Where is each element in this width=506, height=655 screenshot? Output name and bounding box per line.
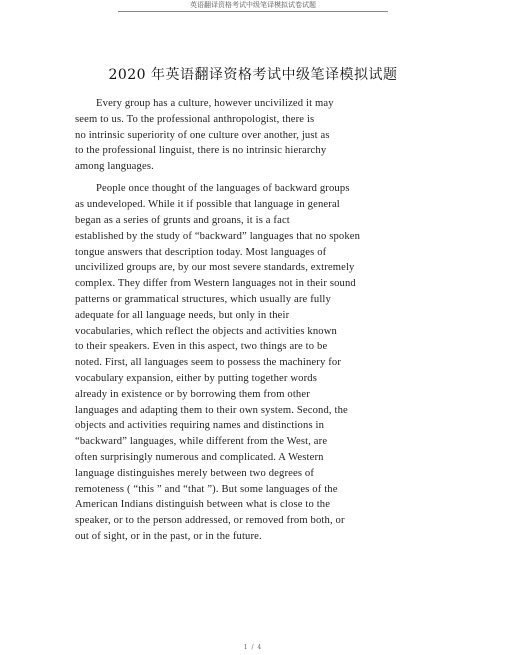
text-line: adequate for all language needs, but only in their <box>75 309 290 321</box>
text-line: established by the study of “backward” languages that no spoken <box>75 230 361 242</box>
text-line: began as a series of grunts and groans, it is a fact <box>75 215 290 227</box>
text-line: Every group has a culture, however uncivilized it may <box>96 98 334 109</box>
header-divider <box>118 11 388 12</box>
text-line: out of sight, or in the past, or in the future. <box>75 531 262 543</box>
text-line: patterns or grammatical structures, which usually are fully <box>75 294 331 306</box>
text-line: “backward” languages, while different from the West, are <box>75 436 328 448</box>
text-line: uncivilized groups are, by our most severe standards, extremely <box>75 262 355 274</box>
text-line: objects and activities requiring names and distinctions in <box>75 420 325 432</box>
text-line: noted. First, all languages seem to possess the machinery for <box>75 357 341 369</box>
page-number: 1 / 4 <box>243 644 263 651</box>
text-line: no intrinsic superiority of one culture over another, just as <box>75 129 330 141</box>
text-line: languages and adapting them to their own system. Second, the <box>75 404 348 416</box>
text-line: to their speakers. Even in this aspect, two things are to be <box>75 341 328 353</box>
document-title: 2020 年英语翻译资格考试中级笔译模拟试题 <box>108 67 398 83</box>
text-line: seem to us. To the professional anthropologist, there is <box>75 113 315 125</box>
text-line: American Indians distinguish between what is close to the <box>75 499 331 511</box>
text-line: language distinguishes merely between two degrees of <box>75 467 315 479</box>
document-body <box>75 96 405 545</box>
text-line: vocabulary expansion, either by putting together words <box>75 373 317 385</box>
text-line: tongue answers that description today. Most languages of <box>75 246 327 258</box>
running-header-title: 英语翻译资格考试中级笔译模拟试卷试题 <box>190 1 316 9</box>
text-line: to the professional linguist, there is no intrinsic hierarchy <box>75 145 327 157</box>
paragraph-1 <box>75 96 405 175</box>
text-line: vocabularies, which reflect the objects and activities known <box>75 325 337 337</box>
text-line: already in existence or by borrowing them from other <box>75 388 310 400</box>
text-line: People once thought of the languages of backward groups <box>96 183 350 195</box>
text-line: speaker, or to the person addressed, or removed from both, or <box>75 515 345 527</box>
text-line: as undeveloped. While it if possible that language in general <box>75 199 340 211</box>
text-line: often surprisingly numerous and complicated. A Western <box>75 452 324 464</box>
text-line: remoteness ( “this ” and “that ”). But some languages of the <box>75 483 338 495</box>
text-line: among languages. <box>75 161 154 173</box>
text-line: complex. They differ from Western languages not in their sound <box>75 278 356 290</box>
paragraph-2 <box>75 181 405 544</box>
